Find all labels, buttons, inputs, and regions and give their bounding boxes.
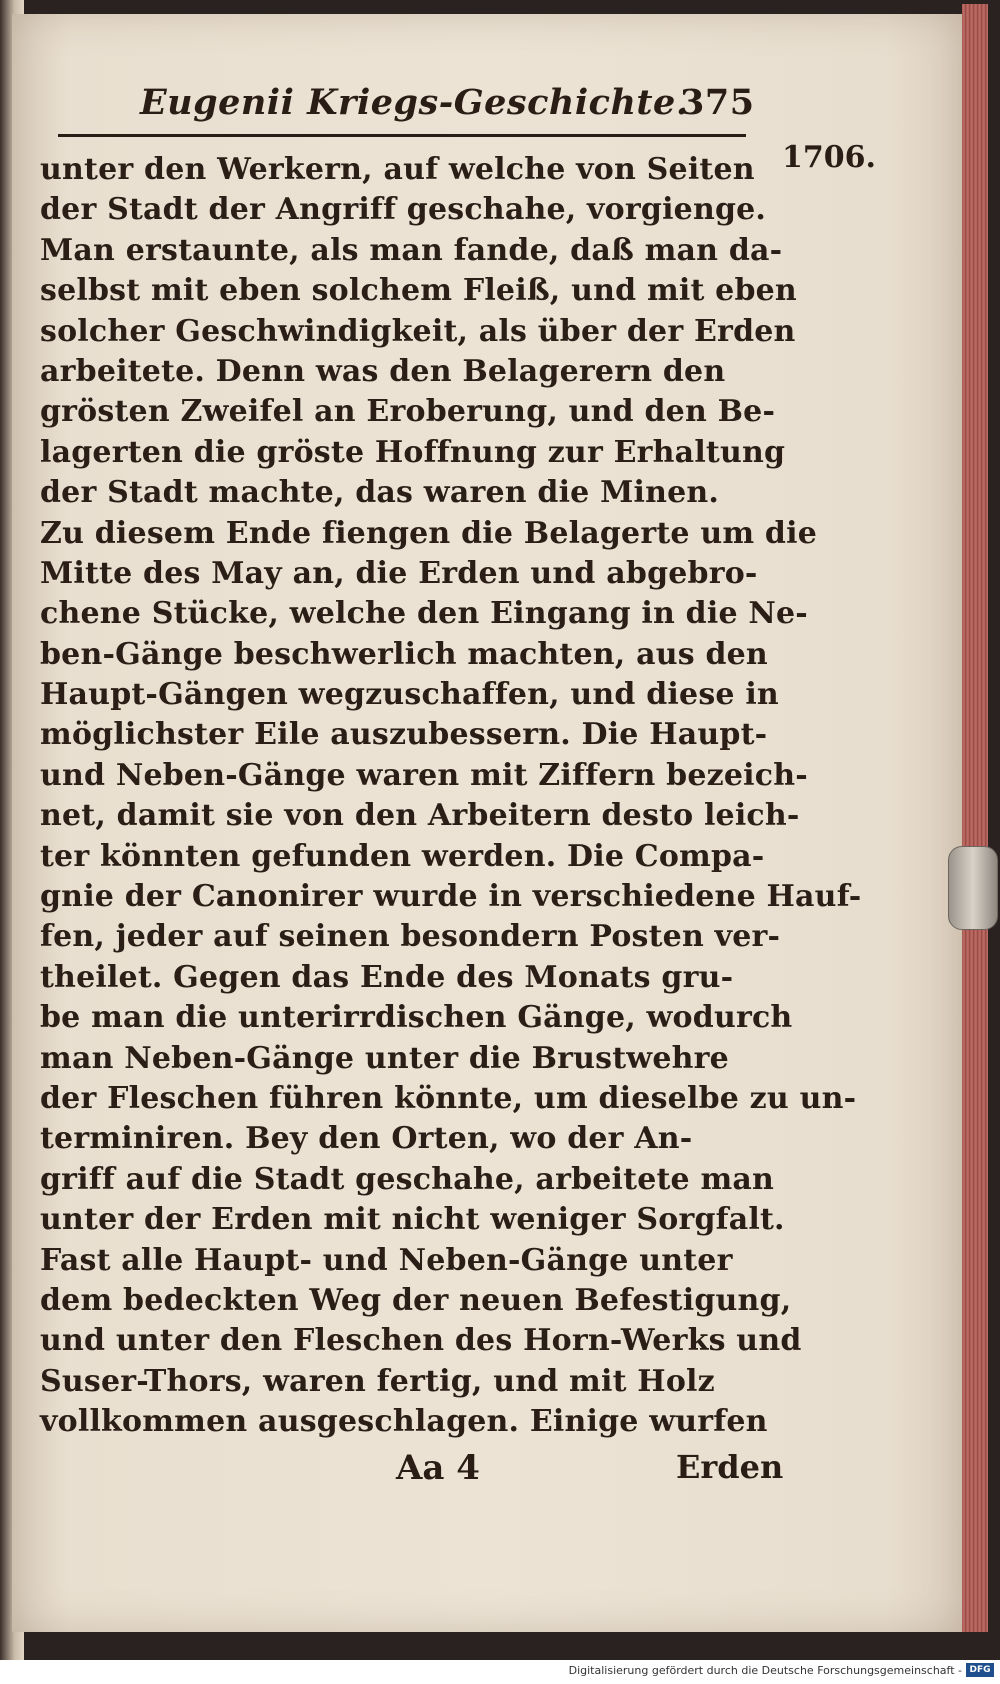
- text-line: man Neben-Gänge unter die Brustwehre: [40, 1040, 729, 1076]
- text-line: unter den Werkern, auf welche von Seiten: [40, 152, 755, 187]
- text-line: Fast alle Haupt- und Neben-Gänge unter: [40, 1242, 733, 1278]
- signature-mark: Aa 4: [396, 1448, 480, 1488]
- text-line: grösten Zweifel an Eroberung, und den Be-: [40, 394, 776, 430]
- text-line: unter der Erden mit nicht weniger Sorgfalt.: [40, 1202, 785, 1238]
- text-line: möglichster Eile auszubessern. Die Haupt-: [40, 717, 768, 753]
- text-line: fen, jeder auf seinen besondern Posten ver-: [40, 919, 781, 955]
- page-number: 375: [680, 82, 755, 123]
- text-line: Man erstaunte, als man fande, daß man da-: [40, 232, 783, 268]
- text-line: griff auf die Stadt geschahe, arbeitete man: [40, 1161, 775, 1197]
- text-line: der Fleschen führen könnte, um dieselbe zu un-: [40, 1080, 857, 1116]
- text-line: selbst mit eben solchem Fleiß, und mit eben: [40, 273, 797, 309]
- text-line: der Stadt machte, das waren die Minen.: [40, 475, 720, 511]
- running-head-title: Eugenii Kriegs-Geschichte.: [140, 82, 689, 123]
- text-line: gnie der Canonirer wurde in verschiedene Hauf-: [40, 879, 862, 915]
- text-line: Mitte des May an, die Erden und abgebro-: [40, 555, 758, 591]
- text-line: ter könnten gefunden werden. Die Compa-: [40, 838, 765, 874]
- running-head: [140, 82, 760, 130]
- text-line: net, damit sie von den Arbeitern desto leich-: [40, 798, 800, 834]
- text-line: solcher Geschwindigkeit, als über der Erden: [40, 313, 796, 349]
- dfg-logo-icon: DFG: [966, 1663, 994, 1677]
- footer-credit: Digitalisierung gefördert durch die Deutsche Forschungsgemeinschaft -: [568, 1664, 962, 1677]
- text-line: theilet. Gegen das Ende des Monats gru-: [40, 959, 734, 995]
- text-line: lagerten die gröste Hoffnung zur Erhaltung: [40, 434, 786, 470]
- text-line: Suser-Thors, waren fertig, und mit Holz: [40, 1363, 715, 1399]
- book-fore-edge: [962, 4, 988, 1632]
- text-line: be man die unterirrdischen Gänge, wodurch: [40, 1000, 793, 1036]
- text-line: Haupt-Gängen wegzuschaffen, und diese in: [40, 677, 779, 713]
- text-line: chene Stücke, welche den Eingang in die Ne-: [40, 596, 808, 632]
- head-rule: [58, 134, 746, 137]
- catchword: Erden: [676, 1448, 784, 1486]
- text-line: ben-Gänge beschwerlich machten, aus den: [40, 636, 768, 672]
- margin-year: 1706.: [782, 140, 876, 175]
- text-line: der Stadt der Angriff geschahe, vorgienge.: [40, 192, 767, 228]
- text-line: dem bedeckten Weg der neuen Befestigung,: [40, 1282, 792, 1318]
- text-line: und Neben-Gänge waren mit Ziffern bezeich-: [40, 757, 808, 793]
- text-line: vollkommen ausgeschlagen. Einige wurfen: [40, 1404, 768, 1440]
- book-clasp: [948, 846, 998, 930]
- text-line: und unter den Fleschen des Horn-Werks und: [40, 1323, 802, 1359]
- text-line: terminiren. Bey den Orten, wo der An-: [40, 1121, 693, 1157]
- text-line: arbeitete. Denn was den Belagerern den: [40, 353, 726, 389]
- text-line: Zu diesem Ende fiengen die Belagerte um die: [40, 515, 817, 551]
